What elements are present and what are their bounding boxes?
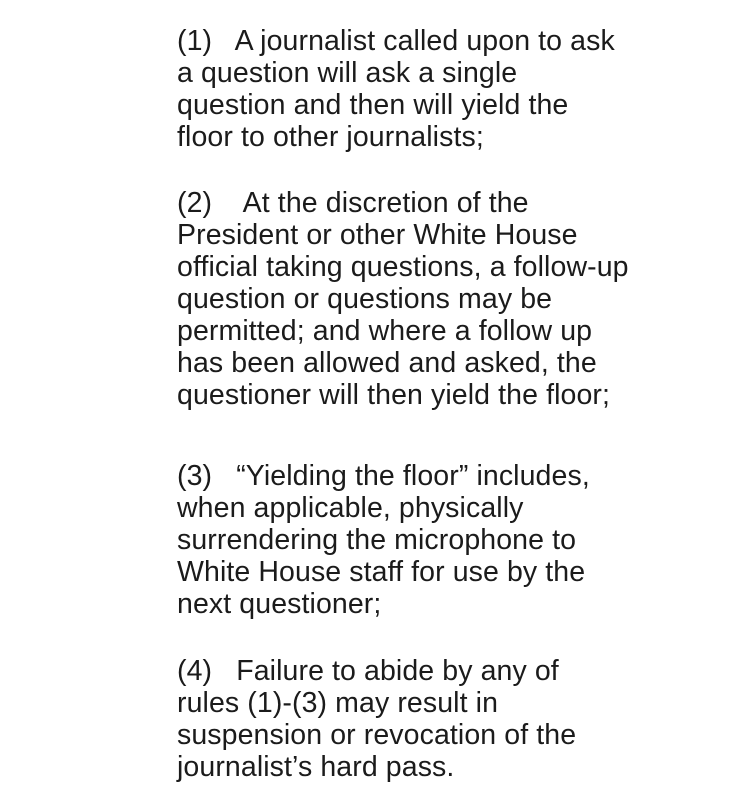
rule-1-paragraph [177, 25, 717, 153]
rule-4-paragraph [177, 655, 717, 783]
rule-2-text-line-3: official taking questions, a follow-up [177, 251, 629, 283]
rule-1-text-line-4: floor to other journalists; [177, 121, 484, 153]
rule-2-line-1 [177, 187, 717, 219]
rule-2-text-line-2: President or other White House [177, 219, 578, 251]
rule-2-text-line-5: permitted; and where a follow up [177, 315, 593, 347]
rule-1-number: (1) [177, 25, 213, 57]
rule-1-text-line-1: A journalist called upon to ask [234, 25, 615, 57]
rule-4-number: (4) [177, 655, 213, 687]
rule-2-paragraph [177, 187, 717, 411]
rule-2-text-line-7: questioner will then yield the floor; [177, 379, 611, 411]
rule-3-line-1 [177, 460, 717, 492]
rule-4-text-line-3: suspension or revocation of the [177, 719, 577, 751]
rule-1-text-line-2: a question will ask a single [177, 57, 518, 89]
rule-3-number: (3) [177, 460, 213, 492]
rule-1-line-1 [177, 25, 717, 57]
rule-4-text-line-1: Failure to abide by any of [236, 655, 559, 687]
rule-2-text-line-4: question or questions may be [177, 283, 553, 315]
rule-1-text-line-3: question and then will yield the [177, 89, 569, 121]
rule-3-text-line-5: next questioner; [177, 588, 382, 620]
rule-4-text-line-2: rules (1)-(3) may result in [177, 687, 499, 719]
rule-3-text-line-2: when applicable, physically [177, 492, 524, 524]
rule-4-text-line-4: journalist’s hard pass. [177, 751, 455, 783]
rule-2-number: (2) [177, 187, 213, 219]
rule-3-text-line-1: “Yielding the floor” includes, [236, 460, 590, 492]
rule-3-text-line-4: White House staff for use by the [177, 556, 586, 588]
rule-2-text-line-1: At the discretion of the [242, 187, 529, 219]
rule-3-paragraph [177, 460, 717, 620]
rule-4-line-1 [177, 655, 717, 687]
rule-2-text-line-6: has been allowed and asked, the [177, 347, 597, 379]
rule-3-text-line-3: surrendering the microphone to [177, 524, 577, 556]
